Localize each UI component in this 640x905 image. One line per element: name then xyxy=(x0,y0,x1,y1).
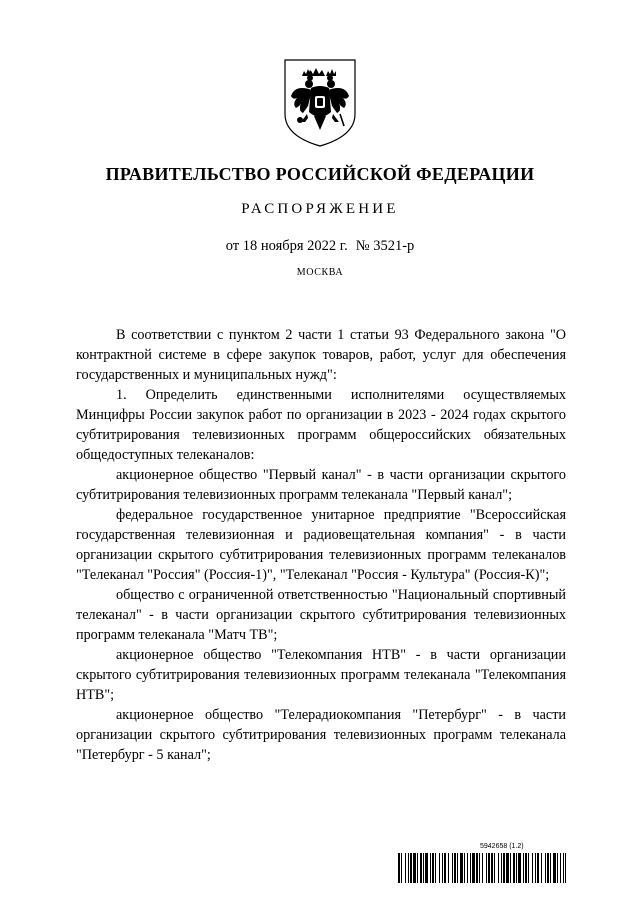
document-body xyxy=(76,325,566,765)
barcode-icon xyxy=(398,853,566,883)
government-title: ПРАВИТЕЛЬСТВО РОССИЙСКОЙ ФЕДЕРАЦИИ xyxy=(105,164,535,184)
document-number: № 3521-р xyxy=(355,238,415,254)
paragraph-executor-first-channel: акционерное общество "Первый канал" - в части организации скрытого субтитрирования телевизионных программ телеканала "Первый канал"; xyxy=(76,467,566,503)
document-city: МОСКВА xyxy=(296,267,344,278)
document-code: 5942658 (1.2) xyxy=(480,843,524,850)
paragraph-executor-vgtrk: федеральное государственное унитарное предприятие "Всероссийская государственная телевизионная и радиовещательная компания" - в части организации скрытого субтитрирования телевизионных программ телеканалов "Телеканал "Россия" (Россия-1)", "Телеканал "Россия - Культура" (Россия-К)"; xyxy=(76,507,566,583)
paragraph-executor-peterburg: акционерное общество "Телерадиокомпания "Петербург" - в части организации скрытого субтитрирования телевизионных программ телеканала "Петербург - 5 канал"; xyxy=(76,707,566,763)
paragraph-item-1: 1. Определить единственными исполнителями осуществляемых Минцифры России закупок работ по организации в 2023 - 2024 годах скрытого субтитрирования телевизионных программ общероссийских обязательных общедоступных телеканалов: xyxy=(76,387,566,463)
document-date-number xyxy=(0,238,640,255)
paragraph-executor-ntv: акционерное общество "Телекомпания НТВ" - в части организации скрытого субтитрирования телевизионных программ телеканала "Телекомпания НТВ"; xyxy=(76,647,566,703)
document-date: от 18 ноября 2022 г. xyxy=(225,238,348,254)
coat-of-arms-emblem xyxy=(281,56,359,148)
paragraph-executor-match-tv: общество с ограниченной ответственностью "Национальный спортивный телеканал" - в части организации скрытого субтитрирования телевизионных программ телеканала "Матч ТВ"; xyxy=(76,587,566,643)
paragraph-preamble: В соответствии с пунктом 2 части 1 статьи 93 Федерального закона "О контрактной системе в сфере закупок товаров, работ, услуг для обеспечения государственных и муниципальных нужд": xyxy=(76,327,566,383)
document-type: РАСПОРЯЖЕНИЕ xyxy=(241,201,399,217)
